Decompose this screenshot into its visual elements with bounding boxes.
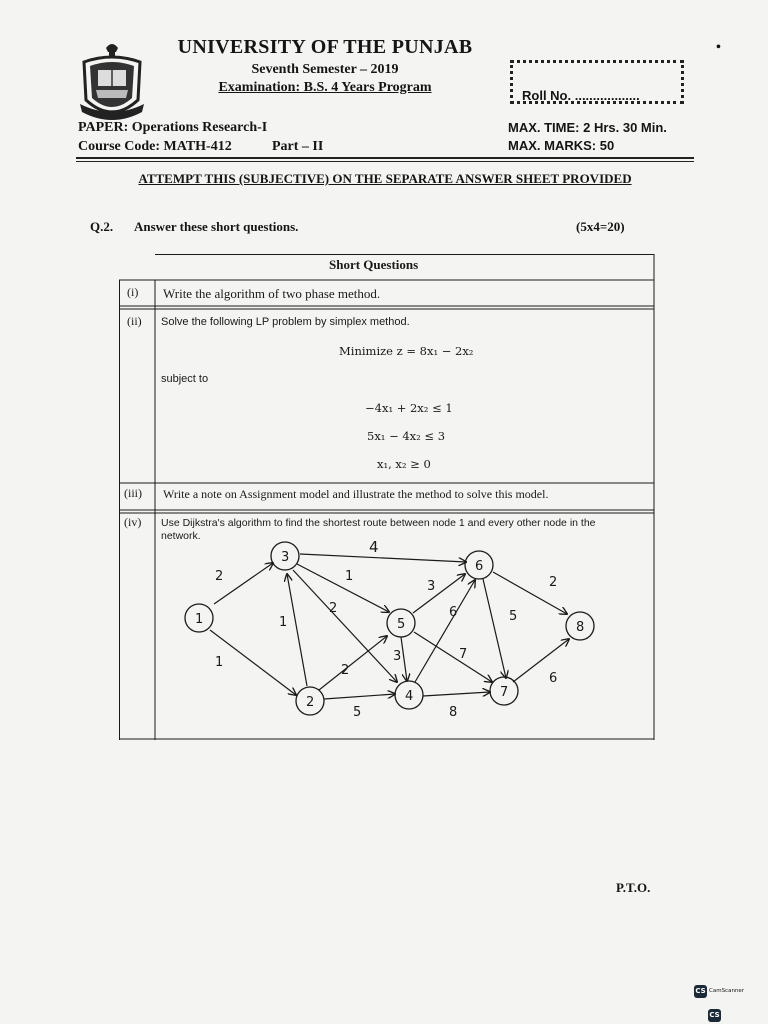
header-divider — [76, 157, 694, 159]
row-question: Write a note on Assignment model and illustrate the method to solve this model. — [163, 487, 549, 501]
lp-subject-to: subject to — [161, 373, 209, 385]
edge-weight: 6 — [549, 671, 558, 686]
svg-text:3: 3 — [281, 550, 290, 565]
row-question: Use Dijkstra's algorithm to find the shortest route between node 1 and every other node in the — [161, 517, 596, 529]
edge-weight: 5 — [509, 609, 518, 624]
edge-6-7 — [483, 579, 506, 678]
edge-weight: 6 — [449, 605, 458, 620]
instruction-banner: ATTEMPT THIS (SUBJECTIVE) ON THE SEPARATE ANSWER SHEET PROVIDED — [138, 171, 632, 186]
university-crest-logo — [76, 40, 148, 126]
edge-2-5 — [319, 636, 387, 690]
edge-weight: 2 — [329, 601, 338, 616]
row-label: (iii) — [124, 486, 142, 500]
row-question: Write the algorithm of two phase method. — [163, 286, 381, 301]
edge-5-7 — [414, 632, 492, 682]
edge-weight: 2 — [549, 575, 558, 590]
camscanner-logo: CS — [694, 985, 707, 998]
edge-weight: 3 — [393, 649, 402, 664]
edge-3-5 — [297, 564, 389, 612]
edge-7-8 — [513, 639, 569, 682]
edge-5-4 — [401, 637, 407, 681]
node-2 — [296, 687, 324, 715]
edge-weight: 8 — [449, 705, 458, 720]
svg-text:1: 1 — [195, 612, 204, 627]
row-label: (i) — [127, 285, 139, 299]
svg-text:4: 4 — [405, 689, 414, 704]
edge-weight: 4 — [369, 538, 379, 556]
svg-text:8: 8 — [576, 620, 585, 635]
network-nodes — [185, 542, 594, 715]
examination-line: Examination: B.S. 4 Years Program — [218, 80, 432, 95]
edge-3-6 — [300, 554, 466, 562]
edge-weight: 2 — [341, 663, 350, 678]
camscanner-watermark — [694, 982, 752, 996]
edge-2-4 — [324, 694, 395, 699]
edge-weight: 7 — [459, 647, 468, 662]
edge-weight: 1 — [215, 655, 224, 670]
question-number: Q.2. — [90, 219, 114, 234]
max-marks: MAX. MARKS: 50 — [508, 138, 615, 153]
question-text: Answer these short questions. — [134, 219, 299, 234]
short-questions-table — [119, 254, 655, 740]
semester-line: Seventh Semester – 2019 — [251, 62, 399, 77]
camscanner-badge — [708, 1006, 722, 1020]
edge-2-3 — [287, 574, 307, 686]
row-question: Solve the following LP problem by simplex method. — [161, 316, 410, 328]
university-name: UNIVERSITY OF THE PUNJAB — [177, 36, 473, 58]
edge-weight: 2 — [215, 569, 224, 584]
node-1 — [185, 604, 213, 632]
edge-weight: 5 — [353, 705, 362, 720]
node-5 — [387, 609, 415, 637]
lp-objective: Minimize z = 8x₁ − 2x₂ — [339, 344, 474, 358]
edge-4-7 — [423, 692, 490, 696]
svg-text:5: 5 — [397, 617, 406, 632]
edge-weight: 1 — [345, 569, 354, 584]
edge-weight: 3 — [427, 579, 436, 594]
node-4 — [395, 681, 423, 709]
please-turn-over: P.T.O. — [616, 880, 651, 895]
edge-weight: 1 — [279, 615, 288, 630]
svg-text:7: 7 — [500, 685, 509, 700]
camscanner-logo: CS — [708, 1009, 721, 1022]
max-time: MAX. TIME: 2 Hrs. 30 Min. — [508, 120, 667, 135]
node-3 — [271, 542, 299, 570]
table-header: Short Questions — [329, 257, 419, 272]
row-label: (iv) — [124, 515, 142, 529]
camscanner-label: CamScanner — [709, 988, 745, 995]
node-6 — [465, 551, 493, 579]
svg-text:2: 2 — [306, 695, 315, 710]
node-8 — [566, 612, 594, 640]
row-question-continued: network. — [161, 530, 201, 542]
svg-text:6: 6 — [475, 559, 484, 574]
header-divider-thin — [76, 161, 694, 162]
lp-constraint: x₁, x₂ ≥ 0 — [377, 457, 431, 471]
roll-number-field: Roll No. .................. — [522, 88, 640, 103]
edge-4-6 — [415, 580, 475, 682]
lp-constraint: −4x₁ + 2x₂ ≤ 1 — [365, 401, 453, 415]
question-marks: (5x4=20) — [576, 219, 625, 234]
node-7 — [490, 677, 518, 705]
corner-mark: • — [716, 40, 721, 55]
network-edges — [210, 554, 569, 699]
course-code: Course Code: MATH-412 — [78, 139, 232, 154]
row-label: (ii) — [127, 314, 142, 328]
paper-part: Part – II — [272, 139, 324, 154]
lp-constraint: 5x₁ − 4x₂ ≤ 3 — [367, 429, 446, 443]
paper-title: PAPER: Operations Research-I — [78, 120, 268, 135]
